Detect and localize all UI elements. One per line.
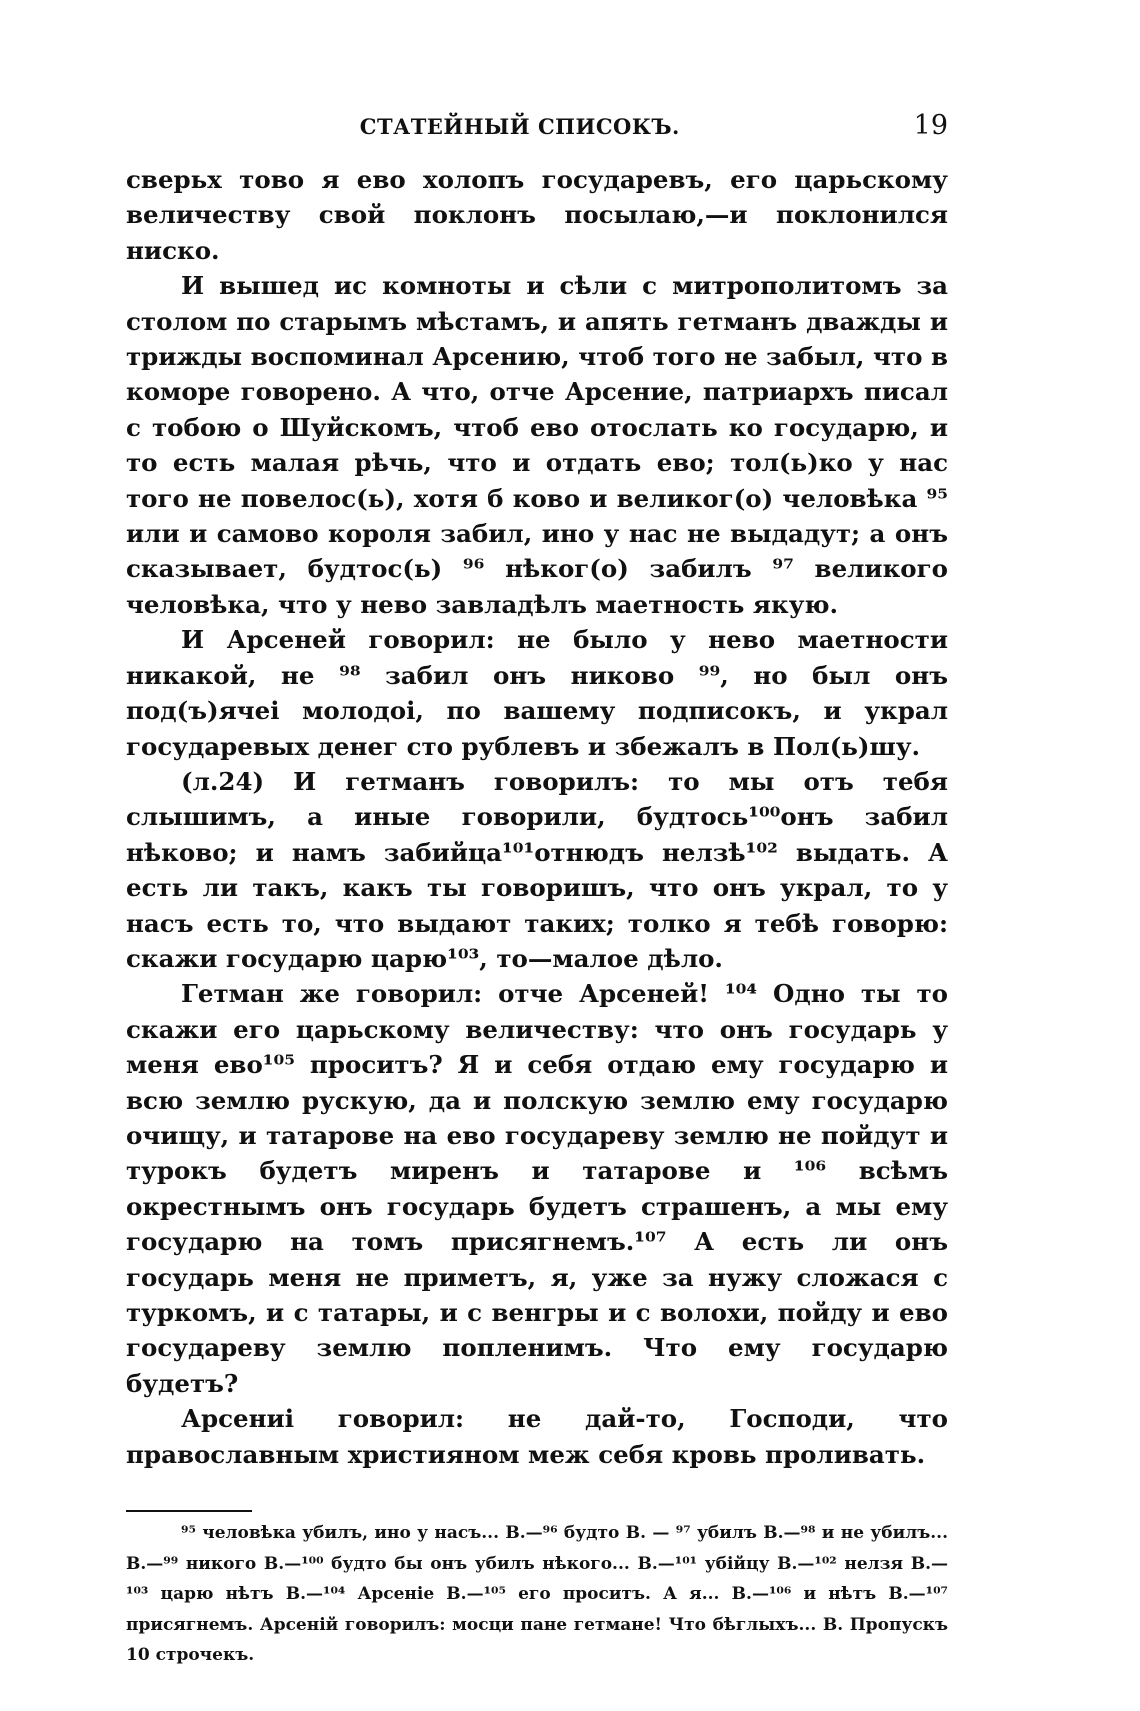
paragraph: (л.24) И гетманъ говорилъ: то мы отъ тебя слышимъ, а иные говорили, будтось¹⁰⁰онъ забил нѣково; и намъ забийца¹⁰¹отнюдъ нелзѣ¹⁰² выдать. А есть ли такъ, какъ ты говоришъ, что онъ украл, то у насъ есть то, что выдают таких; толко я тебѣ говорю: скажи государю царю¹⁰³, то—малое дѣло. <box>126 766 948 973</box>
document-page <box>126 110 948 1671</box>
page-number: 19 <box>913 110 948 141</box>
footnote-divider <box>126 1510 252 1512</box>
body-text <box>126 162 948 1472</box>
paragraph: Арсениі говорил: не дай-то, Господи, что православным християном меж себя кровь проливать. <box>126 1404 948 1469</box>
paragraph: И вышед ис комноты и сѣли с митрополитомъ за столом по старымъ мѣстамъ, и апять гетманъ дважды и трижды воспоминал Арсению, чтоб того не забыл, что в коморе говорено. А что, отче Арсение, патриархъ писал с тобою о Шуйскомъ, чтоб ево отослать ко государю, и то есть малая рѣчь, что и отдать ево; тол(ь)ко у нас того не повелос(ь), хотя б ково и великог(о) человѣка ⁹⁵ или и самово короля забил, ино у нас не выдадут; а онъ сказывает, будтос(ь) ⁹⁶ нѣког(о) забилъ ⁹⁷ великого человѣка, что у нево завладѣлъ маетность якую. <box>126 271 948 619</box>
running-title: СТАТЕЙНЫЙ СПИСОКЪ. <box>359 114 680 139</box>
paragraph: Гетман же говорил: отче Арсеней! ¹⁰⁴ Одно ты то скажи его царьскому величеству: что онъ государь у меня ево¹⁰⁵ проситъ? Я и себя отдаю ему государю и всю землю рускую, да и полскую землю ему государю очищу, и татарове на ево государеву землю не пойдут и турокъ будетъ миренъ и татарове и ¹⁰⁶ всѣмъ окрестнымъ онъ государь будетъ страшенъ, а мы ему государю на томъ присягнемъ.¹⁰⁷ А есть ли онъ государь меня не приметъ, я, уже за нужу сложася с туркомъ, и с татары, и с венгры и с волохи, пойду и ево государеву землю попленимъ. Что ему государю будетъ? <box>126 979 948 1398</box>
paragraph: И Арсеней говорил: не было у нево маетности никакой, не ⁹⁸ забил онъ никово ⁹⁹, но был онъ под(ъ)ячеі молодоі, по вашему подписокъ, и украл государевых денег сто рублевъ и збежалъ в Пол(ь)шу. <box>126 625 948 761</box>
footnotes <box>126 1518 948 1671</box>
paragraph: сверьх тово я ево холопъ государевъ, его царьскому величеству свой поклонъ посылаю,—и поклонился ниско. <box>126 165 948 265</box>
running-head <box>126 110 948 150</box>
footnote-text: ⁹⁵ человѣка убилъ, ино у насъ... В.—⁹⁶ будто В. — ⁹⁷ убилъ В.—⁹⁸ и не убилъ... В.—⁹⁹ никого В.—¹⁰⁰ будто бы онъ убилъ нѣкого... В.—¹⁰¹ убійцу В.—¹⁰² нелзя В.— ¹⁰³ царю нѣтъ В.—¹⁰⁴ Арсеніе В.—¹⁰⁵ его проситъ. А я... В.—¹⁰⁶ и нѣтъ В.—¹⁰⁷ присягнемъ. Арсеній говорилъ: мосци пане гетмане! Что бѣглыхъ... В. Пропускъ 10 строчекъ. <box>126 1523 948 1666</box>
